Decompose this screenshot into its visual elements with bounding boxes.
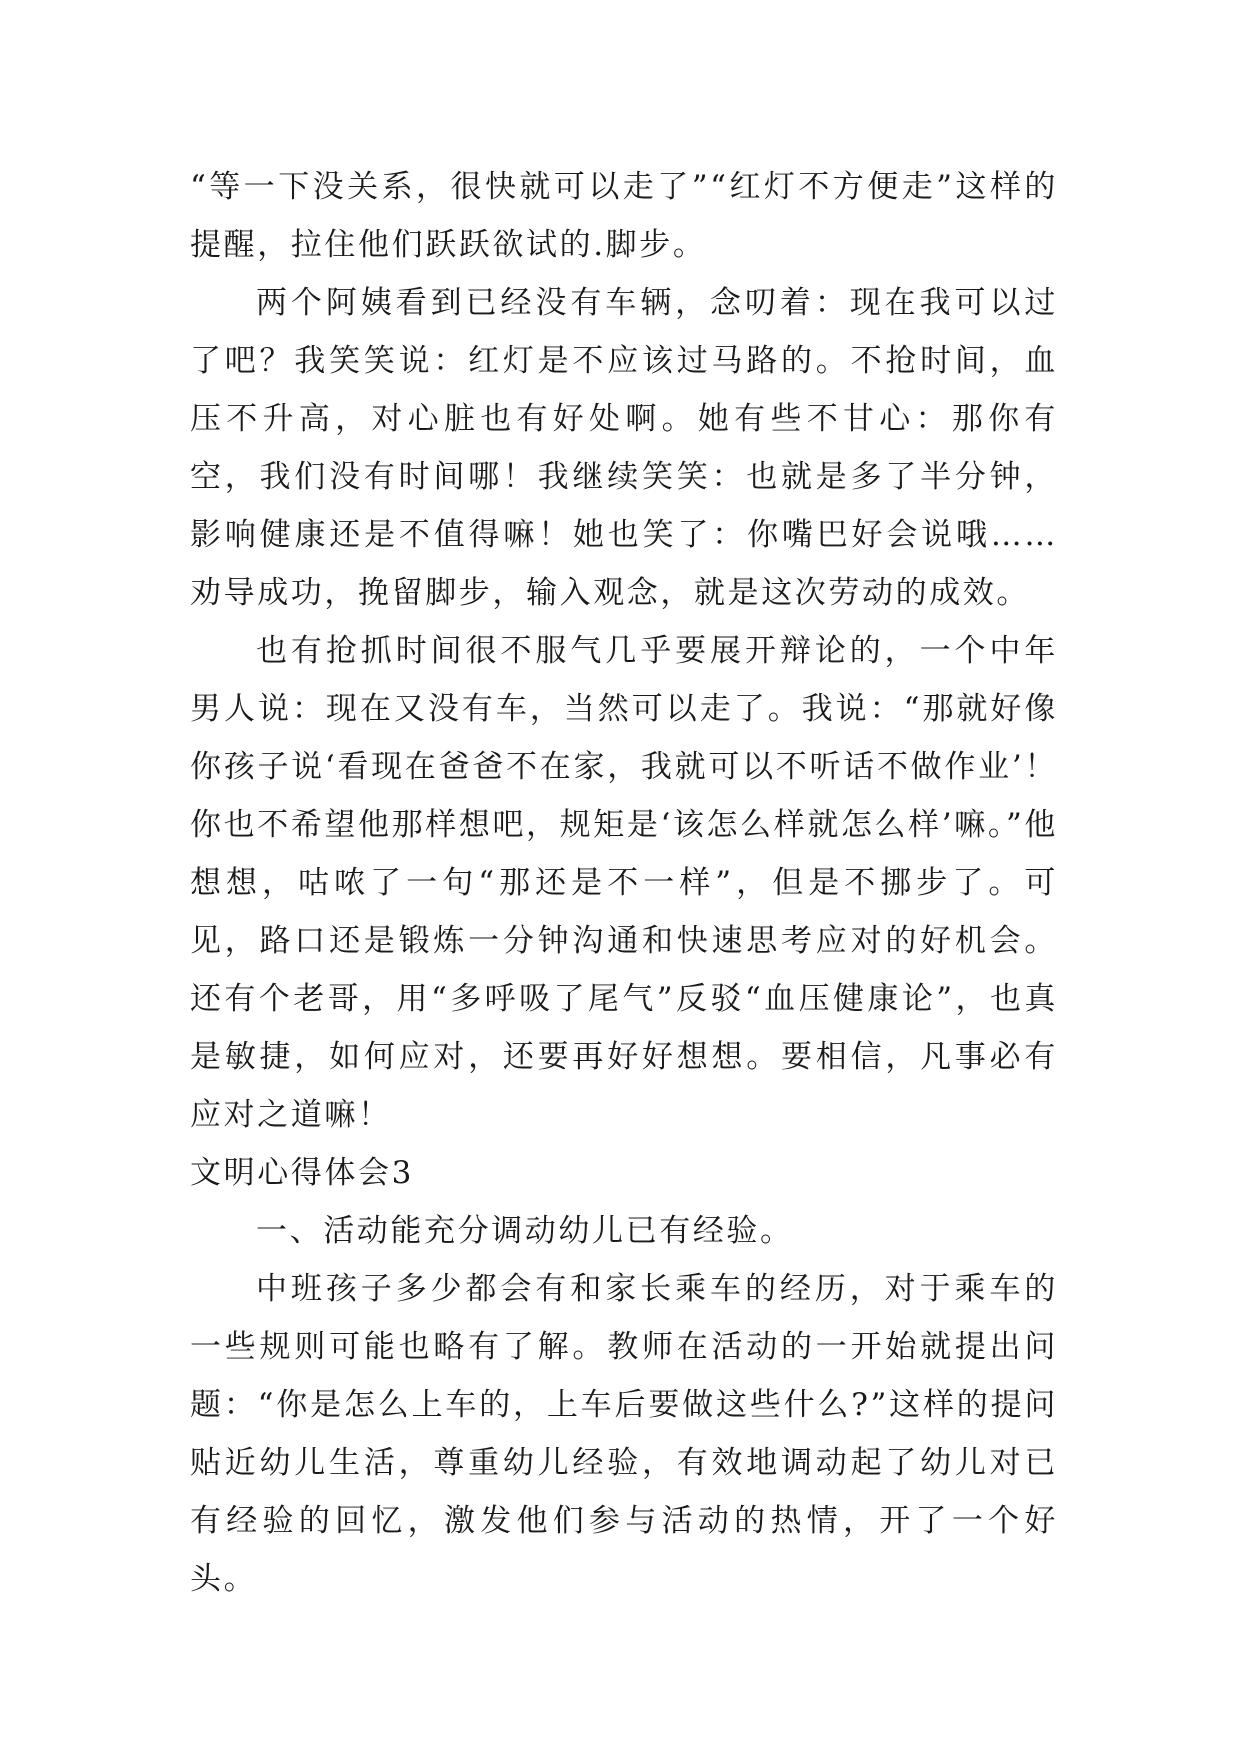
section-point-one: 一、活动能充分调动幼儿已有经验。 xyxy=(256,1213,794,1249)
paragraph-aunts-dialogue: 两个阿姨看到已经没有车辆，念叨着：现在我可以过了吧？我笑笑说：红灯是不应该过马路的。不抢时间，血压不升高，对心脏也有好处啊。她有些不甘心：那你有空，我们没有时间哪！我继续笑笑：也就是多了半分钟，影响健康还是不值得嘛！她也笑了：你嘴巴好会说哦……劝导成功，挽留脚步，输入观念，就是这次劳动的成效。 xyxy=(190,285,1058,611)
document-page xyxy=(190,158,1058,1608)
section-title: 文明心得体会3 xyxy=(190,1155,414,1191)
section-paragraph-body: 中班孩子多少都会有和家长乘车的经历，对于乘车的一些规则可能也略有了解。教师在活动的一开始就提出问题：“你是怎么上车的，上车后要做这些什么?”这样的提问贴近幼儿生活，尊重幼儿经验，有效地调动起了幼儿对已有经验的回忆，激发他们参与活动的热情，开了一个好头。 xyxy=(190,1271,1058,1597)
paragraph-continued: “等一下没关系，很快就可以走了”“红灯不方便走”这样的提醒，拉住他们跃跃欲试的.脚步。 xyxy=(190,169,1058,263)
paragraph-middle-aged-man: 也有抢抓时间很不服气几乎要展开辩论的，一个中年男人说：现在又没有车，当然可以走了。我说：“那就好像你孩子说‘看现在爸爸不在家，我就可以不听话不做作业’！你也不希望他那样想吧，规矩是‘该怎么样就怎么样’嘛。”他想想，咕哝了一句“那还是不一样”，但是不挪步了。可见，路口还是锻炼一分钟沟通和快速思考应对的好机会。还有个老哥，用“多呼吸了尾气”反驳“血压健康论”，也真是敏捷，如何应对，还要再好好想想。要相信，凡事必有应对之道嘛！ xyxy=(190,633,1058,1133)
